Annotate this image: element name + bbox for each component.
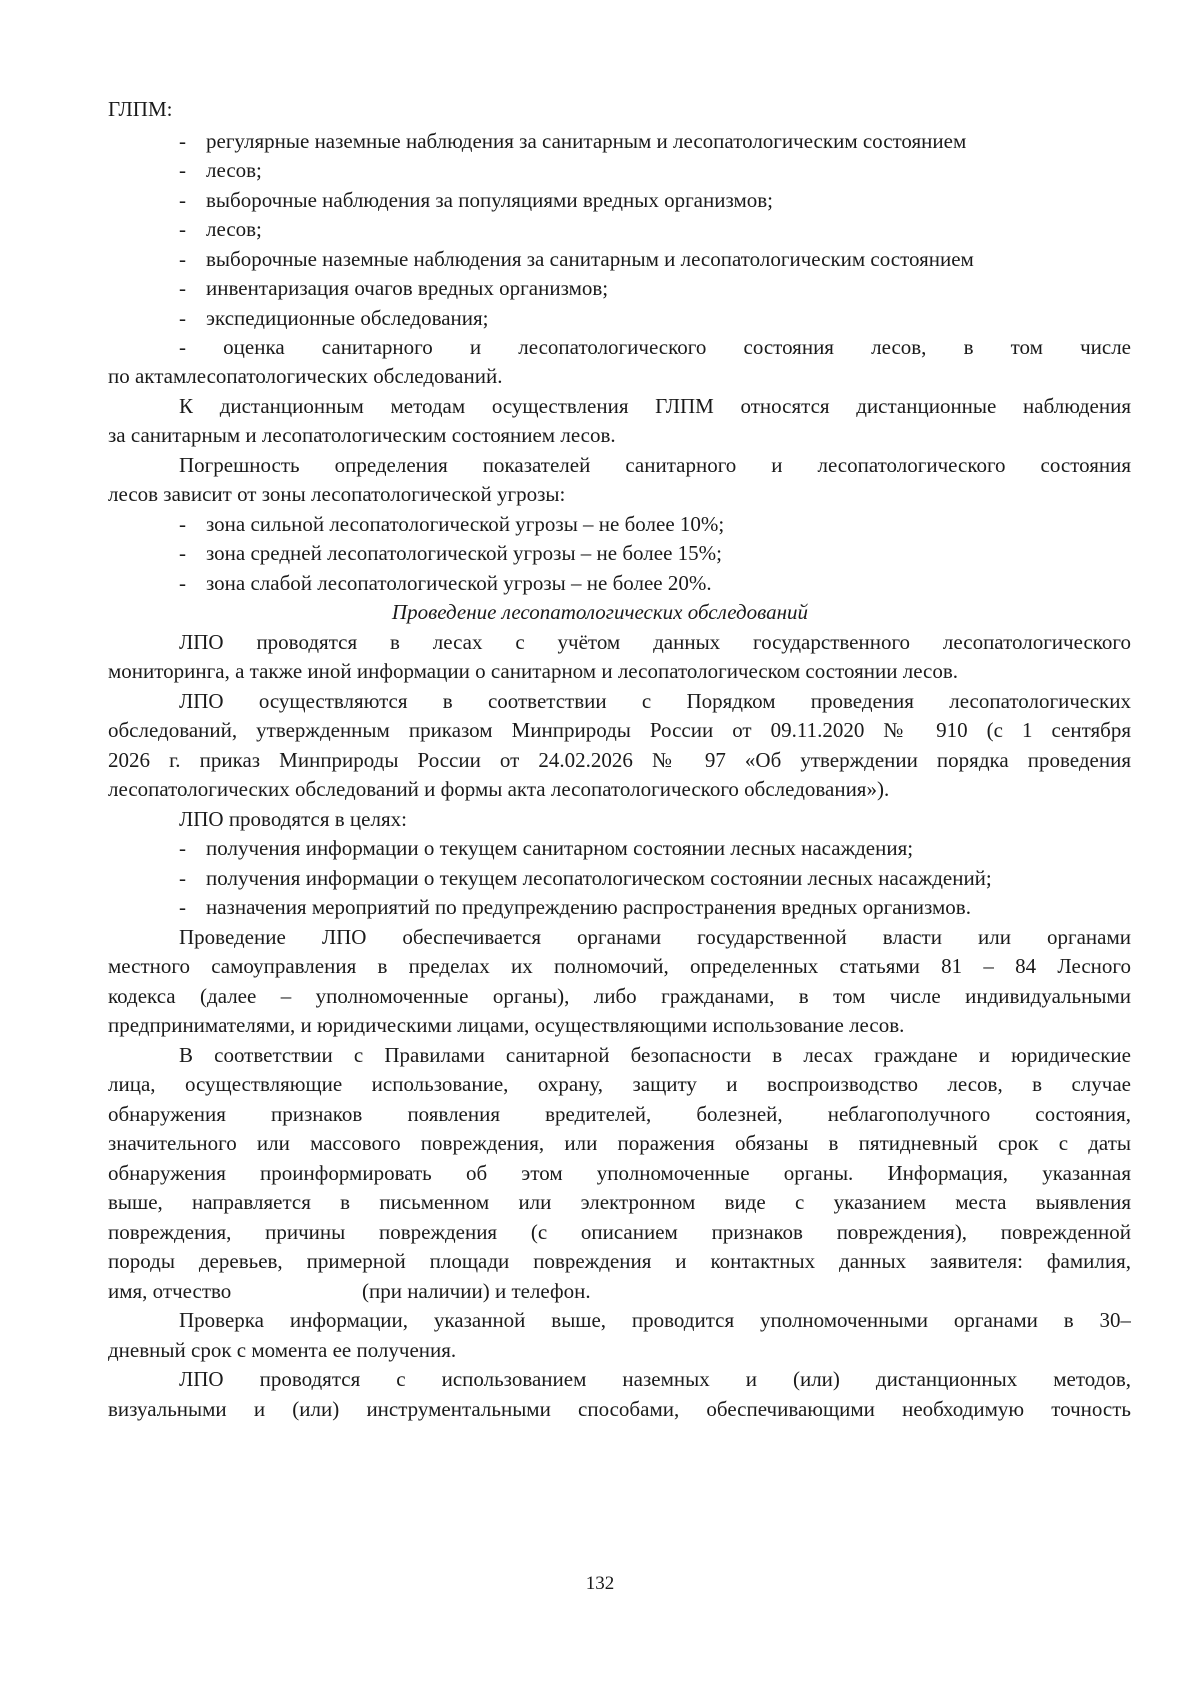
paragraph-line: местного самоуправления в пределах их полномочий, определенных статьями 81 – 84 Лесного	[108, 954, 1131, 978]
paragraph-line: обнаружения проинформировать об этом уполномоченные органы. Информация, указанная	[108, 1161, 1131, 1185]
list-item: назначения мероприятий по предупреждению распространения вредных организмов.	[206, 895, 971, 919]
paragraph-line: В соответствии с Правилами санитарной безопасности в лесах граждане и юридические	[179, 1043, 1131, 1067]
list-item: зона слабой лесопатологической угрозы – не более 20%.	[206, 571, 712, 595]
list-dash: -	[179, 158, 186, 182]
list-dash: -	[179, 512, 186, 536]
paragraph-line: Погрешность определения показателей санитарного и лесопатологического состояния	[179, 453, 1131, 477]
paragraph-line: породы деревьев, примерной площади повреждения и контактных данных заявителя: фамилия,	[108, 1249, 1131, 1273]
paragraph-line: ЛПО осуществляются в соответствии с Порядком проведения лесопатологических	[179, 689, 1131, 713]
section-heading: Проведение лесопатологических обследований	[391, 600, 809, 624]
list-dash: -	[179, 836, 186, 860]
list-dash: -	[179, 247, 186, 271]
list-item: регулярные наземные наблюдения за санитарным и лесопатологическим состоянием	[206, 129, 967, 153]
list-item: получения информации о текущем санитарном состоянии лесных насаждения;	[206, 836, 914, 860]
paragraph-line: предпринимателями, и юридическими лицами, осуществляющими использование лесов.	[108, 1013, 905, 1037]
list-dash: -	[179, 571, 186, 595]
paragraph-line: выше, направляется в письменном или электронном виде с указанием места выявления	[108, 1190, 1131, 1214]
list-dash: -	[179, 866, 186, 890]
paragraph-line: значительного или массового повреждения, или поражения обязаны в пятидневный срок с даты	[108, 1131, 1131, 1155]
list-item: получения информации о текущем лесопатологическом состоянии лесных насаждений;	[206, 866, 992, 890]
list-item: выборочные наземные наблюдения за санитарным и лесопатологическим состоянием	[206, 247, 974, 271]
paragraph-line: Проведение ЛПО обеспечивается органами государственной власти или органами	[179, 925, 1131, 949]
list-dash: -	[179, 217, 186, 241]
paragraph-line: обследований, утвержденным приказом Минприроды России от 09.11.2020 № 910 (с 1 сентября	[108, 718, 1131, 742]
list-item: экспедиционные обследования;	[206, 306, 489, 330]
paragraph-line: ЛПО проводятся в лесах с учётом данных государственного лесопатологического	[179, 630, 1131, 654]
assessment-line: по актамлесопатологических обследований.	[108, 364, 503, 388]
paragraph-line: лица, осуществляющие использование, охрану, защиту и воспроизводство лесов, в случае	[108, 1072, 1131, 1096]
list-item: зона сильной лесопатологической угрозы – не более 10%;	[206, 512, 725, 536]
list-item: лесов;	[206, 217, 262, 241]
paragraph-line: (при наличии) и телефон.	[362, 1279, 591, 1303]
list-dash: -	[179, 895, 186, 919]
paragraph-line: лесопатологических обследований и формы акта лесопатологического обследования»).	[108, 777, 890, 801]
assessment-line: - оценка санитарного и лесопатологического состояния лесов, в том числе	[179, 335, 1131, 359]
paragraph-line: 2026 г. приказ Минприроды России от 24.02.2026 № 97 «Об утверждении порядка проведения	[108, 748, 1131, 772]
list-dash: -	[179, 276, 186, 300]
list-dash: -	[179, 306, 186, 330]
text-heading-glpm: ГЛПМ:	[108, 97, 173, 121]
paragraph-line: повреждения, причины повреждения (с описанием признаков повреждения), поврежденной	[108, 1220, 1131, 1244]
paragraph-line: К дистанционным методам осуществления ГЛПМ относятся дистанционные наблюдения	[179, 394, 1131, 418]
list-dash: -	[179, 129, 186, 153]
list-item: выборочные наблюдения за популяциями вредных организмов;	[206, 188, 774, 212]
list-dash: -	[179, 541, 186, 565]
paragraph-line: мониторинга, а также иной информации о санитарном и лесопатологическом состоянии лесов.	[108, 659, 959, 683]
paragraph-line: имя, отчество	[108, 1279, 232, 1303]
paragraph-line: ЛПО проводятся с использованием наземных и (или) дистанционных методов,	[179, 1367, 1131, 1391]
list-item: зона средней лесопатологической угрозы – не более 15%;	[206, 541, 722, 565]
paragraph-line: лесов зависит от зоны лесопатологической угрозы:	[108, 482, 566, 506]
paragraph-line: кодекса (далее – уполномоченные органы), либо гражданами, в том числе индивидуальными	[108, 984, 1131, 1008]
paragraph-line: ЛПО проводятся в целях:	[179, 807, 407, 831]
page-number: 132	[585, 1573, 615, 1594]
list-item: лесов;	[206, 158, 262, 182]
paragraph-line: обнаружения признаков появления вредителей, болезней, неблагополучного состояния,	[108, 1102, 1131, 1126]
list-item: инвентаризация очагов вредных организмов;	[206, 276, 609, 300]
paragraph-line: визуальными и (или) инструментальными способами, обеспечивающими необходимую точность	[108, 1397, 1131, 1421]
list-dash: -	[179, 188, 186, 212]
paragraph-line: за санитарным и лесопатологическим состоянием лесов.	[108, 423, 616, 447]
paragraph-line: дневный срок с момента ее получения.	[108, 1338, 457, 1362]
paragraph-line: Проверка информации, указанной выше, проводится уполномоченными органами в 30–	[179, 1308, 1131, 1332]
